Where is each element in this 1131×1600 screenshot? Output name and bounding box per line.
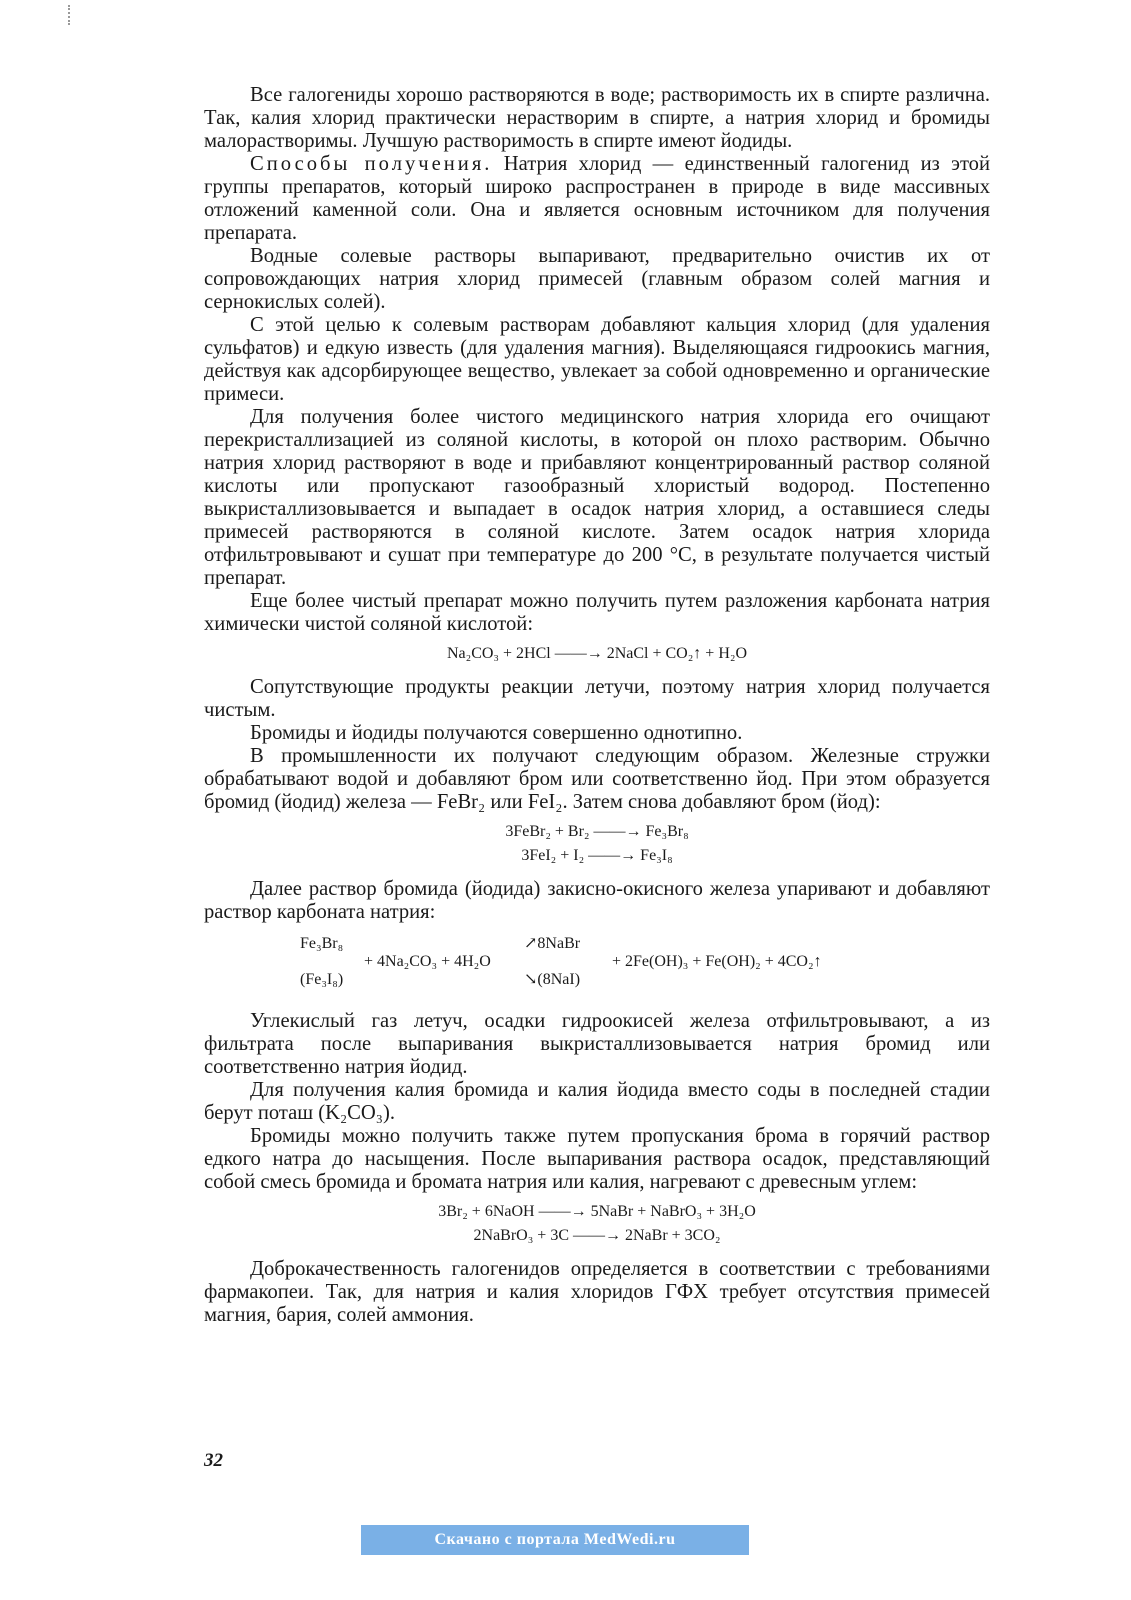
branched-equation — [204, 930, 990, 998]
equation — [204, 642, 990, 666]
main-text — [204, 84, 990, 1327]
paragraph: Бромиды можно получить также путем пропускания брома в горячий раствор едкого натра до насыщения. После выпаривания раствора осадок, представляющий собой смесь бромида и бромата натрия или калия, нагревают с древесным углем: — [204, 1125, 990, 1193]
paragraph: Сопутствующие продукты реакции летучи, поэтому натрия хлорид получается чистым. — [204, 676, 990, 721]
paragraph-text: Натрия хлорид — единственный галогенид из этой группы препаратов, который широко распространен в природе в виде массивных отложений каменной соли. Она и является основным источником для получения препарата. — [204, 153, 991, 244]
equation-part: ↗8NaBr — [524, 935, 581, 952]
paragraph: Бромиды и йодиды получаются совершенно однотипно. — [250, 722, 743, 744]
paragraph: Для получения калия бромида и калия йодида вместо соды в последней стадии берут поташ (K₂CO₃). — [204, 1079, 990, 1124]
equation-part: ↘(8NaI) — [524, 971, 581, 988]
paragraph: Водные солевые растворы выпаривают, предварительно очистив их от сопровождающих натрия хлорид примесей (главным образом солей магния и сернокислых солей). — [204, 245, 990, 313]
paragraph: Доброкачественность галогенидов определяется в соответствии с требованиями фармакопеи. Так, для натрия и калия хлоридов ГФХ требует отсутствия примесей магния, бария, солей аммония. — [204, 1258, 990, 1326]
download-banner[interactable]: Скачано с портала MedWedi.ru — [361, 1525, 749, 1555]
equation-line: 3FeBr₂ + Br₂ ——→ Fe₃Br₈ — [505, 823, 689, 840]
equation-part: Fe₃Br₈ — [300, 935, 344, 952]
scan-artifact — [68, 5, 74, 25]
paragraph: Все галогениды хорошо растворяются в воде; растворимость их в спирте различна. Так, калия хлорид практически нерастворим в спирте, а натрия хлорид и бромиды малорастворимы. Лучшую растворимость в спирте имеют йодиды. — [204, 84, 990, 152]
equation-line: 2NaBrO₃ + 3C ——→ 2NaBr + 3CO₂ — [473, 1227, 721, 1244]
paragraph: В промышленности их получают следующим образом. Железные стружки обрабатывают водой и добавляют бром или соответственно йод. При этом образуется бромид (йодид) железа — FeBr₂ или FeI₂. Затем снова добавляют бром (йод): — [204, 745, 990, 813]
section-heading: Способы получения. — [250, 153, 493, 175]
equation-line: 3FeI₂ + I₂ ——→ Fe₃I₈ — [521, 847, 673, 864]
paragraph: Еще более чистый препарат можно получить путем разложения карбоната натрия химически чистой соляной кислотой: — [204, 590, 990, 635]
equation-line: Na₂CO₃ + 2HCl ——→ 2NaCl + CO₂↑ + H₂O — [446, 645, 748, 662]
paragraph: С этой целью к солевым растворам добавляют кальция хлорид (для удаления сульфатов) и едкую известь (для удаления магния). Выделяющаяся гидроокись магния, действуя как адсорбирующее вещество, увлекает за собой одновременно и органические примеси. — [204, 314, 990, 405]
paragraph — [204, 153, 990, 245]
equation-part: + 4Na₂CO₃ + 4H₂O — [364, 953, 491, 970]
equation-part: + 2Fe(OH)₃ + Fe(OH)₂ + 4CO₂↑ — [612, 953, 822, 970]
equation — [204, 1200, 990, 1248]
paragraph: Далее раствор бромида (йодида) закисно-окисного железа упаривают и добавляют раствор карбоната натрия: — [204, 878, 990, 923]
paragraph: Для получения более чистого медицинского натрия хлорида его очищают перекристаллизацией из соляной кислоты, в которой он плохо растворим. Обычно натрия хлорид растворяют в воде и прибавляют концентрированный раствор соляной кислоты или пропускают газообразный хлористый водород. Постепенно выкристаллизовывается и выпадает в осадок натрия хлорид, а оставшиеся следы примесей растворяются в соляной кислоте. Затем осадок натрия хлорида отфильтровывают и сушат при температуре до 200 °С, в результате получается чистый препарат. — [204, 406, 990, 589]
page-number: 32 — [204, 1450, 223, 1471]
equation — [204, 820, 990, 868]
paragraph: Углекислый газ летуч, осадки гидроокисей железа отфильтровывают, а из фильтрата после выпаривания выкристаллизовывается натрия бромид или соответственно натрия йодид. — [204, 1010, 990, 1078]
equation-line: 3Br₂ + 6NaOH ——→ 5NaBr + NaBrO₃ + 3H₂O — [438, 1203, 756, 1220]
equation-part: (Fe₃I₈) — [300, 971, 344, 988]
